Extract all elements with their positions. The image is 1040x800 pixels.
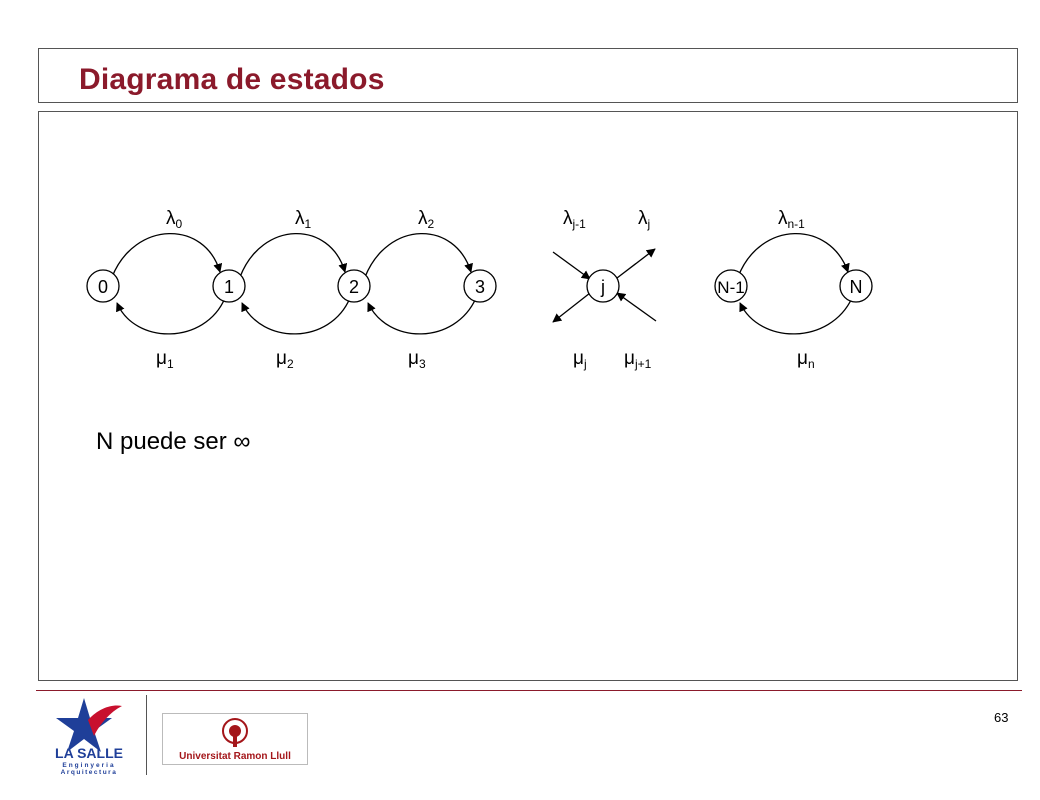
- lasalle-logo: [44, 694, 134, 776]
- rate-label-mu: $\mu_{j+1}$: [624, 348, 652, 371]
- arc-back-3-2: [368, 298, 476, 334]
- arc-forward-2-3: [365, 234, 471, 277]
- arc-back-n-n1: [740, 298, 852, 334]
- rate-label-lambda: $\lambda_{n-1}$: [778, 208, 805, 231]
- logo-separator: [146, 695, 147, 775]
- arrow-out-mu: [553, 293, 590, 322]
- rate-label-mu: $\mu_2$: [276, 348, 294, 371]
- state-label: 0: [97, 277, 109, 297]
- page-number: 63: [994, 710, 1009, 725]
- state-node: [715, 270, 747, 302]
- rate-label-lambda: $\lambda_{j-1}$: [563, 208, 586, 231]
- state-node: [464, 270, 496, 302]
- note-label: N puede ser: [96, 428, 227, 455]
- rate-label-mu: $\mu_n$: [797, 348, 815, 371]
- footer-divider: [36, 690, 1022, 691]
- arc-back-2-1: [242, 298, 350, 334]
- rate-label-mu: $\mu_j$: [573, 348, 587, 371]
- arrow-in-mu: [617, 293, 656, 321]
- slide-title: Diagrama de estados: [79, 63, 385, 96]
- arc-forward-0-1: [112, 234, 220, 277]
- logo-text: LA SALLE: [55, 745, 123, 761]
- star-shape: [56, 698, 112, 752]
- state-label: 1: [223, 277, 235, 297]
- state-label: 3: [474, 277, 486, 297]
- infinity-symbol: ∞: [233, 428, 251, 455]
- state-label: N-1: [717, 278, 745, 297]
- state-node: [587, 270, 619, 302]
- state-node: [840, 270, 872, 302]
- rate-label-lambda: $\lambda_2$: [418, 208, 435, 231]
- rate-label-lambda: $\lambda_j$: [638, 208, 651, 231]
- state-node: [87, 270, 119, 302]
- state-node: [213, 270, 245, 302]
- rate-label-lambda: $\lambda_1$: [295, 208, 312, 231]
- arc-forward-n1-n: [738, 234, 848, 277]
- rate-label-mu: $\mu_1$: [156, 348, 174, 371]
- url-logo: [162, 713, 308, 765]
- state-label: j: [601, 277, 605, 297]
- state-label: N: [849, 277, 863, 297]
- arc-back-1-0: [117, 298, 225, 334]
- rate-label-mu: $\mu_3$: [408, 348, 426, 371]
- arc-forward-1-2: [240, 234, 345, 277]
- rate-label-lambda: $\lambda_0$: [166, 208, 183, 231]
- logo-subtext: Arquitectura: [60, 769, 118, 776]
- note-text: [96, 428, 251, 456]
- arrow-out-lambda: [617, 249, 655, 278]
- arrow-in-lambda: [553, 252, 590, 279]
- state-label: 2: [348, 277, 360, 297]
- state-node: [338, 270, 370, 302]
- logo-text: Universitat Ramon Llull: [179, 751, 291, 762]
- logo-subtext: Enginyeria: [62, 762, 116, 769]
